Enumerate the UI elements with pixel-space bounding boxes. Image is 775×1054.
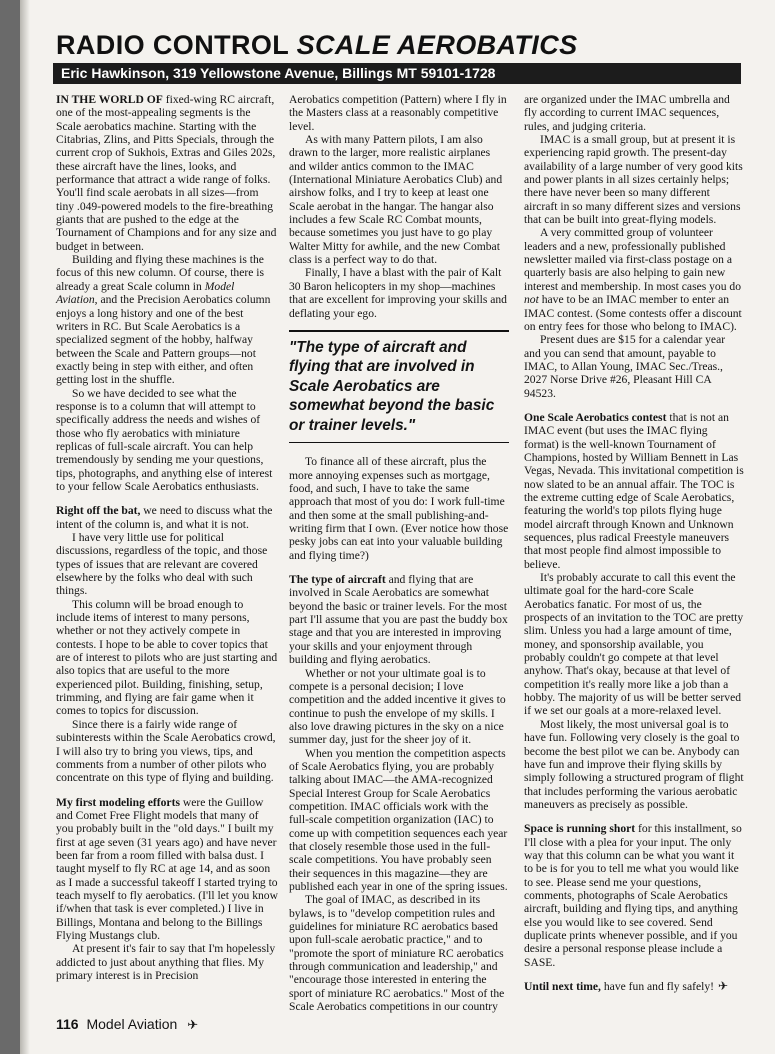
paragraph: Space is running short for this installment, so I'll close with a plea for your input. The only way that this column can be what you want it to be is for you to tell me what you would like to see. Please send me your questions, comments, photographs of Scale Aerobatics aircraft, building and flying tips, and anything else you would like to see covered. Send duplicate prints whenever possible, and if you desire a personal response please include a SASE.	[524, 822, 742, 969]
paragraph: Aerobatics competition (Pattern) where I fly in the Masters class at a reasonably competitive level.	[289, 93, 507, 133]
paragraph: One Scale Aerobatics contest that is not an IMAC event (but uses the IMAC flying format) is the well-known Tournament of Champions, hosted by William Bennett in Las Vegas, Nevada. This invitational competition is now slated to be an annual affair. The TOC is the extreme cutting edge of Scale Aerobatics, featuring the world's top pilots flying huge model aircraft through Known and Unknown sequences, plus radical Freestyle maneuvers that most people find almost impossible to believe.	[524, 410, 744, 571]
page-footer	[56, 1016, 198, 1033]
paragraph: IN THE WORLD OF fixed-wing RC aircraft, one of the most-appealing segments is the Scale aerobatics machine. Starting with the Citabrias, Zlins, and Pitts Specials, through the current crop of Sukhois, Extras and Giles 202s, these aircraft have the lines, looks, and performance that attract a wide range of folks. You'll find scale aerobats in all sizes—from tiny .049-powered models to the fire-breathing giants that are pushed to the edge at the Tournament of Champions and for any size and budget in between.	[56, 93, 277, 253]
paragraph: As with many Pattern pilots, I am also drawn to the larger, more realistic airplanes and wilder antics common to the IMAC (International Miniature Aerobatics Club) and airshow folks, and I try to keep at least one Scale aerobat in the hangar. The hangar also includes a few Scale RC Combat mounts, because sometimes you just have to go play Walter Mitty for awhile, and the new Combat class is a perfect way to do that.	[289, 133, 503, 267]
paragraph: To finance all of these aircraft, plus the more annoying expenses such as mortgage, food, and such, I have to take the same approach that most of you do: I work full-time and then some at the small publishing-and-writing firm that I own. (Ever notice how those pesky jobs can eat into your valuable building and flying time?)	[289, 455, 509, 562]
closing-line: Until next time, have fun and fly safely! ✈	[524, 979, 729, 993]
byline-bar: Eric Hawkinson, 319 Yellowstone Avenue, Billings MT 59101-1728	[53, 63, 741, 84]
paragraph: Finally, I have a blast with the pair of Kalt 30 Baron helicopters in my shop—machines that are excellent for improving your skills and deflating your ego.	[289, 266, 507, 320]
page-number: 116	[56, 1016, 79, 1032]
title-italic: SCALE AEROBATICS	[296, 30, 578, 60]
page-gutter	[20, 0, 30, 1054]
title-main: RADIO CONTROL	[56, 30, 289, 60]
paragraph: Since there is a fairly wide range of subinterests within the Scale Aerobatics crowd, I will also try to bring you views, tips, and comments from a number of other pilots who concentrate on this type of flying and building.	[56, 717, 276, 785]
paragraph: At present it's fair to say that I'm hopelessly addicted to just about anything that flies. My primary interest is in Precision	[56, 942, 276, 982]
paragraph: The type of aircraft and flying that are involved in Scale Aerobatics are somewhat beyond the basic or trainer levels. For the most part I'll assume that you are past the buddy box stage and that you are interested in improving your skills and your enjoyment through building and flying aerobatics.	[289, 573, 508, 667]
text-column-3	[524, 93, 744, 993]
magazine-name: Model Aviation	[86, 1016, 178, 1032]
paragraph: It's probably accurate to call this event the ultimate goal for the hard-core Scale Aerobatics fanatic. For most of us, the prospects of an invitation to the TOC are pretty slim. Unless you had a large amount of time, money, and sponsorship available, you probably couldn't go compete at that level anyhow. That's okay, because at that level of competition it's really more like a job than a hobby. The majority of us will be better served if we set our goals at a more-relaxed level.	[524, 571, 744, 718]
text-column-2	[289, 93, 509, 1013]
paragraph: So we have decided to see what the response is to a column that will attempt to specifically address the needs and wishes of those who fly aerobatics with miniature replicas of full-scale aircraft. You can help tremendously by sending me your questions, tips, photographs, and anything else of interest to your fellow Scale Aerobatics enthusiasts.	[56, 386, 273, 493]
airplane-icon: ✈	[717, 979, 729, 993]
paragraph: Present dues are $15 for a calendar year and you can send that amount, payable to IMAC, to Allan Young, IMAC Sec./Treas., 2027 Norse Drive #26, Pleasant Hill CA 94523.	[524, 333, 726, 400]
column-title	[56, 30, 578, 61]
paragraph: This column will be broad enough to include items of interest to many persons, whether or not they actively compete in contests. I hope to be able to cover topics that are of interest to pilots who are just starting and also topics that are useful to the more experienced pilot. Building, finishing, setup, trimming, and flying are fair game when it comes to topics for discussion.	[56, 597, 278, 718]
paragraph: are organized under the IMAC umbrella and fly according to current IMAC sequences, rules, and judging criteria.	[524, 93, 730, 133]
paragraph: A very committed group of volunteer leaders and a new, professionally published newsletter mailed via first-class postage on a quarterly basis are also helping to gain new interest and membership. In most cases you do not have to be an IMAC member to enter an IMAC contest. (Some contests offer a discount on entry fees for those who belong to IMAC).	[524, 226, 742, 333]
text-column-1	[56, 93, 278, 982]
paragraph: When you mention the competition aspects of Scale Aerobatics flying, you are probably talking about IMAC—the AMA-recognized Special Interest Group for Scale Aerobatics competition. IMAC officials work with the full-scale competition organization (IAC) to come up with competition sequences each year that closely resemble those used in the full-scale competitions. You have probably seen their sequences in this magazine—they are published each year in one of the spring issues.	[289, 746, 508, 893]
airplane-icon: ✈	[187, 1017, 199, 1032]
pull-quote: "The type of aircraft and flying that are involved in Scale Aerobatics are somewhat beyond the basic or trainer levels."	[289, 330, 509, 444]
paragraph: My first modeling efforts were the Guillow and Comet Free Flight models that many of you probably built in the "old days." I built my first at age seven (31 years ago) and have never been far from a room filled with balsa dust. I taught myself to fly RC at age 14, and as soon as I made a successful takeoff I started trying to teach myself to fly aerobatics. (I'll let you know if/when that task is ever completed.) I live in Billings, Montana and belong to the Billings Flying Mustangs club.	[56, 795, 278, 942]
paragraph: The goal of IMAC, as described in its bylaws, is to "develop competition rules and guidelines for miniature RC aerobatics based upon full-scale aerobatic practice," and to "promote the sport of miniature RC aerobatics through communication and leadership," and "encourage those interested in entering the sport of miniature RC aerobatics." Most of the Scale Aerobatics competitions in our country	[289, 893, 505, 1014]
paragraph: Whether or not your ultimate goal is to compete is a personal decision; I love competition and the added incentive it gives to continue to push the envelope of my skills. I also love drawing pictures in the sky on a nice summer day, just for the sheer joy of it.	[289, 666, 506, 747]
paragraph: Right off the bat, we need to discuss what the intent of the column is, and what it is not.	[56, 504, 273, 531]
paragraph: Building and flying these machines is the focus of this new column. Of course, there is already a great Scale column in Model Aviation, and the Precision Aerobatics column enjoys a long history and one of the best writers in RC. But Scale Aerobatics is a specialized segment of the hobby, halfway between the Scale and Pattern groups—not exactly being in step with either, and often getting lost in the shuffle.	[56, 253, 271, 387]
paragraph: Most likely, the most universal goal is to have fun. Following very closely is the goal to become the best pilot we can be. Anybody can have fun and improve their flying skills by simply following a structured program of flight that includes performing the various aerobatic maneuvers as precisely as possible.	[524, 717, 744, 811]
paragraph: IMAC is a small group, but at present it is experiencing rapid growth. The present-day availability of a large number of very good kits and power plants in all sizes certainly helps; there have never been so many different aircraft in so many different sizes and versions that can be built into great-flying models.	[524, 133, 743, 227]
page-binding-shadow	[0, 0, 20, 1054]
paragraph: I have very little use for political discussions, regardless of the topic, and those types of issues that are relevant are covered elsewhere by the folks who deal with such things.	[56, 531, 268, 598]
